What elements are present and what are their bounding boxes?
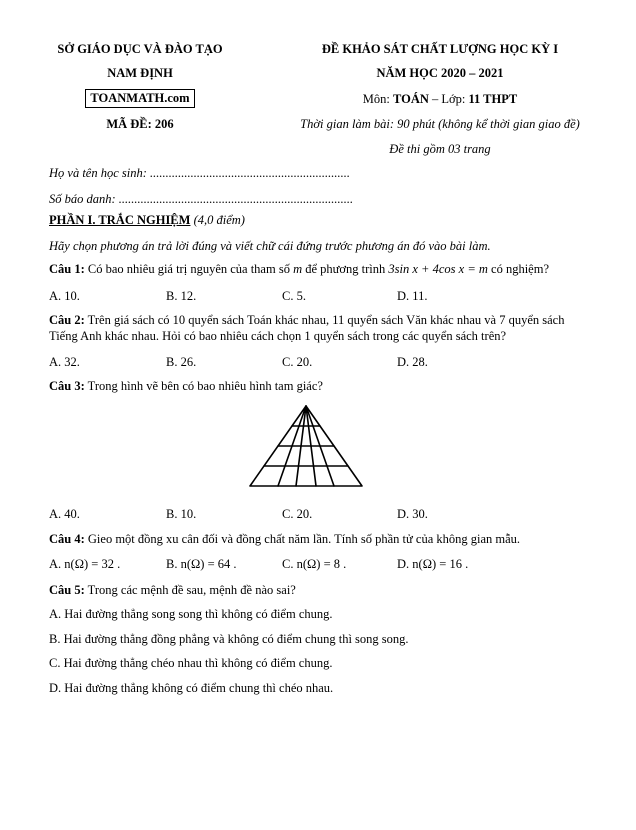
- question-2-option-c: C. 20.: [282, 355, 313, 369]
- question-1-text: [49, 262, 549, 277]
- question-5-label: Câu 5:: [49, 583, 85, 597]
- question-5-body: Trong các mệnh đề sau, mệnh đề nào sai?: [84, 583, 296, 597]
- grade-prefix: – Lớp:: [428, 92, 469, 106]
- department-line1: SỞ GIÁO DỤC VÀ ĐÀO TẠO: [57, 42, 223, 56]
- question-3-option-b: B. 10.: [166, 507, 197, 521]
- question-2-option-d: D. 28.: [397, 355, 428, 369]
- question-3-option-c: C. 20.: [282, 507, 313, 521]
- subject-line: [270, 92, 610, 107]
- question-4-option-d: D. n(Ω) = 16 .: [397, 557, 469, 571]
- exam-title: ĐỀ KHẢO SÁT CHẤT LƯỢNG HỌC KỲ I: [321, 42, 559, 56]
- section-title: PHẦN I. TRẮC NGHIỆM: [49, 213, 191, 227]
- question-1-body3: có nghiệm?: [487, 262, 549, 276]
- department-line2: NAM ĐỊNH: [107, 66, 173, 80]
- question-2-option-a: A. 32.: [49, 355, 80, 369]
- question-4-option-c: C. n(Ω) = 8 .: [282, 557, 347, 571]
- pages-note: Đề thi gồm 03 trang: [389, 142, 491, 156]
- question-5-text: [49, 583, 296, 598]
- triangle-figure: [248, 404, 364, 490]
- question-4-body: Gieo một đồng xu cân đối và đồng chất năm lần. Tính số phần tử của không gian mẫu.: [84, 532, 521, 546]
- question-1-body: Có bao nhiêu giá trị nguyên của tham số: [84, 262, 294, 276]
- student-name-label: Họ và tên học sinh:: [49, 166, 151, 180]
- question-2-body: Trên giá sách có 10 quyển sách Toán khác nhau, 11 quyển sách Văn khác nhau và 7 quyển sách: [84, 313, 565, 327]
- student-name-line: [49, 166, 350, 181]
- student-id-dots: ...........................................................................: [118, 192, 354, 206]
- question-1-equation: 3sin x + 4cos x = m: [388, 262, 488, 276]
- question-5-option-b: B. Hai đường thẳng đồng phẳng và không có điểm chung thì song song.: [49, 632, 409, 646]
- section-points: (4,0 điểm): [190, 213, 245, 227]
- question-2-option-b: B. 26.: [166, 355, 197, 369]
- grade-name: 11 THPT: [468, 92, 518, 106]
- question-3-option-d: D. 30.: [397, 507, 428, 521]
- question-3-option-a: A. 40.: [49, 507, 80, 521]
- question-3-body: Trong hình vẽ bên có bao nhiêu hình tam giác?: [84, 379, 323, 393]
- question-1-option-b: B. 12.: [166, 289, 197, 303]
- question-2-line2: Tiếng Anh khác nhau. Hỏi có bao nhiêu cách chọn 1 quyển sách trong các quyển sách trên?: [49, 329, 507, 343]
- question-2-line1: [49, 313, 564, 328]
- question-3-text: [49, 379, 323, 394]
- question-3-label: Câu 3:: [49, 379, 85, 393]
- question-5-option-c: C. Hai đường thẳng chéo nhau thì không có điểm chung.: [49, 656, 333, 670]
- student-id-line: [49, 192, 353, 207]
- question-4-option-a: A. n(Ω) = 32 .: [49, 557, 121, 571]
- question-1-label: Câu 1:: [49, 262, 85, 276]
- section-heading: [49, 213, 245, 228]
- brand-box-wrap: [40, 89, 240, 108]
- subject-prefix: Môn:: [362, 92, 393, 106]
- student-name-dots: ................................................................: [150, 166, 351, 180]
- brand-label: TOANMATH.com: [85, 89, 194, 108]
- question-5-option-d: D. Hai đường thẳng không có điểm chung thì chéo nhau.: [49, 681, 334, 695]
- question-1-option-d: D. 11.: [397, 289, 428, 303]
- question-1-option-a: A. 10.: [49, 289, 80, 303]
- question-4-text: [49, 532, 520, 547]
- question-2-label: Câu 2:: [49, 313, 85, 327]
- question-4-label: Câu 4:: [49, 532, 85, 546]
- subject-name: TOÁN: [392, 92, 429, 106]
- question-5-option-a: A. Hai đường thẳng song song thì không có điểm chung.: [49, 607, 333, 621]
- exam-code: MÃ ĐỀ: 206: [106, 117, 174, 131]
- section-instruction: Hãy chọn phương án trả lời đúng và viết chữ cái đứng trước phương án đó vào bài làm.: [49, 239, 491, 253]
- question-1-body2: để phương trình: [302, 262, 389, 276]
- question-4-option-b: B. n(Ω) = 64 .: [166, 557, 237, 571]
- question-1-option-c: C. 5.: [282, 289, 306, 303]
- question-1-var: m: [293, 262, 303, 276]
- time-note: Thời gian làm bài: 90 phút (không kể thời gian giao đề): [300, 117, 580, 131]
- school-year: NĂM HỌC 2020 – 2021: [376, 66, 504, 80]
- student-id-label: Số báo danh:: [49, 192, 119, 206]
